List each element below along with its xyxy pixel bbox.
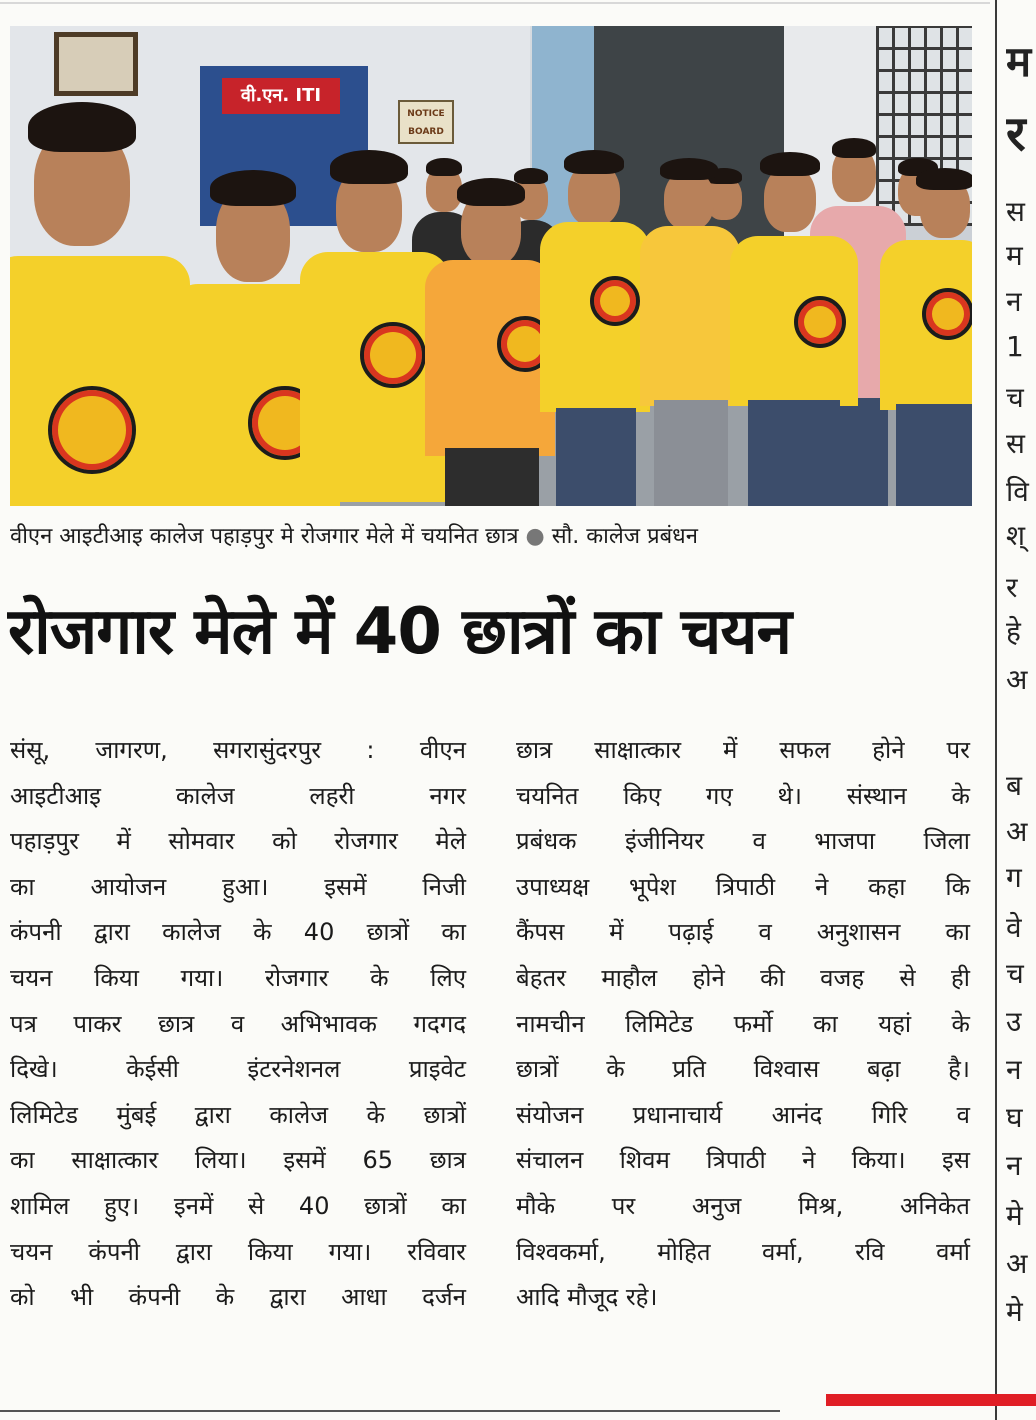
adjacent-text-fragment: ग <box>1006 861 1022 894</box>
caption-separator: ● <box>525 524 545 549</box>
adjacent-text-fragment: च <box>1006 957 1024 990</box>
article-line: कैंपस में पढ़ाई व अनुशासन का <box>516 918 970 947</box>
adjacent-text-fragment: मे <box>1006 1295 1023 1328</box>
bottom-rule <box>0 1410 780 1412</box>
adjacent-text-fragment: अ <box>1006 663 1028 696</box>
adjacent-text-fragment: न <box>1006 1149 1022 1182</box>
article-line: आइटीआइ कालेज लहरी नगर <box>10 781 466 810</box>
adjacent-text-fragment: वि <box>1006 475 1029 508</box>
article-line: को भी कंपनी के द्वारा आधा दर्जन <box>10 1283 466 1312</box>
adjacent-text-fragment: अ <box>1006 1247 1028 1280</box>
adjacent-headline-fragment: म <box>1006 37 1032 86</box>
adjacent-headline-fragment: र <box>1006 106 1026 162</box>
article-line: उपाध्यक्ष भूपेश त्रिपाठी ने कहा कि <box>516 872 970 901</box>
article-line: चयन कंपनी द्वारा किया गया। रविवार <box>10 1237 466 1266</box>
adjacent-text-fragment: श् <box>1006 519 1026 552</box>
notice-board: NOTICE BOARD <box>398 100 454 144</box>
accent-bar <box>826 1394 1036 1406</box>
article-line: मौके पर अनुज मिश्र, अनिकेत <box>516 1191 970 1220</box>
adjacent-text-fragment: न <box>1006 1053 1022 1086</box>
adjacent-text-fragment: च <box>1006 381 1024 414</box>
headline: रोजगार मेले में 40 छात्रों का चयन <box>8 595 792 669</box>
adjacent-text-fragment: स <box>1006 195 1025 228</box>
poster-title: वी.एन. ITI <box>222 78 340 114</box>
adjacent-text-fragment: म <box>1006 239 1023 272</box>
article-line: चयनित किए गए थे। संस्थान के <box>516 781 970 810</box>
top-rule <box>0 2 990 4</box>
adjacent-text-fragment: उ <box>1006 1005 1022 1038</box>
article-line: संयोजन प्रधानाचार्य आनंद गिरि व <box>516 1100 970 1129</box>
article-line: विश्वकर्मा, मोहित वर्मा, रवि वर्मा <box>516 1237 970 1266</box>
caption-credit: सौ. कालेज प्रबंधन <box>551 524 698 549</box>
article-line: आदि मौजूद रहे। <box>516 1283 658 1312</box>
photo-wall-frame <box>54 32 138 96</box>
photo-caption <box>10 520 990 554</box>
adjacent-text-fragment: घ <box>1006 1101 1023 1134</box>
article-line: शामिल हुए। इनमें से 40 छात्रों का <box>10 1191 466 1220</box>
article-line: चयन किया गया। रोजगार के लिए <box>10 963 466 992</box>
adjacent-text-fragment: ब <box>1006 769 1022 802</box>
news-photo <box>10 26 972 506</box>
article-line: छात्रों के प्रति विश्वास बढ़ा है। <box>516 1055 970 1084</box>
caption-text: वीएन आइटीआइ कालेज पहाड़पुर मे रोजगार मेले में चयनित छात्र <box>10 524 519 549</box>
article-line: कंपनी द्वारा कालेज के 40 छात्रों का <box>10 918 466 947</box>
adjacent-text-fragment: स <box>1006 427 1025 460</box>
article-line: पत्र पाकर छात्र व अभिभावक गदगद <box>10 1009 466 1038</box>
article-line: बेहतर माहौल होने की वजह से ही <box>516 963 970 992</box>
article-line: का आयोजन हुआ। इसमें निजी <box>10 872 466 901</box>
article-line: दिखे। केईसी इंटरनेशनल प्राइवेट <box>10 1055 466 1084</box>
adjacent-text-fragment: अ <box>1006 815 1028 848</box>
article-line: छात्र साक्षात्कार में सफल होने पर <box>516 736 970 764</box>
article-line: लिमिटेड मुंबई द्वारा कालेज के छात्रों <box>10 1100 466 1129</box>
article-line: प्रबंधक इंजीनियर व भाजपा जिला <box>516 827 970 856</box>
article-line: संचालन शिवम त्रिपाठी ने किया। इस <box>516 1146 970 1175</box>
article-line: पहाड़पुर में सोमवार को रोजगार मेले <box>10 827 466 856</box>
article-line: नामचीन लिमिटेड फर्मो का यहां के <box>516 1009 970 1038</box>
adjacent-text-fragment: हे <box>1006 615 1021 648</box>
adjacent-text-fragment: र <box>1006 571 1018 604</box>
article-column-1 <box>10 728 466 1321</box>
article-column-2 <box>516 728 970 1321</box>
article-line: संसू, जागरण, सगरासुंदरपुर : वीएन <box>10 736 466 764</box>
adjacent-text-fragment: मे <box>1006 1199 1023 1232</box>
adjacent-text-fragment: वे <box>1006 911 1022 944</box>
adjacent-text-fragment: 1 <box>1006 330 1024 363</box>
column-rule <box>995 0 997 1420</box>
article-line: का साक्षात्कार लिया। इसमें 65 छात्र <box>10 1146 466 1175</box>
adjacent-text-fragment: न <box>1006 285 1022 318</box>
